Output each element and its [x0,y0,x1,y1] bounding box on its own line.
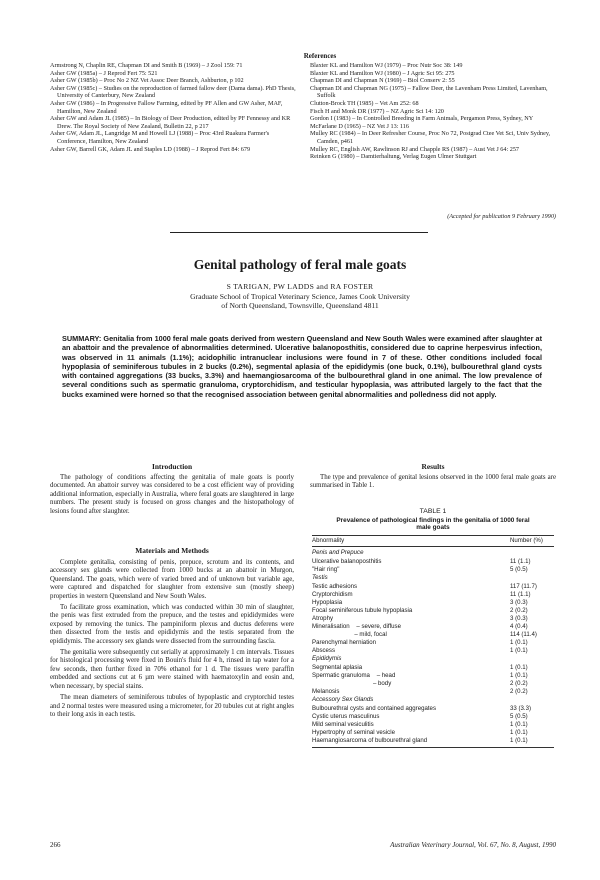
table-cell-number: 1 (0.1) [510,672,528,679]
table-section-row [312,574,554,582]
reference-entry: Asher GW (1985b) – Proc No 2 NZ Vet Assoc Deer Branch, Ashburton, p 102 [50,77,244,85]
table-row [312,583,554,591]
journal-footer: Australian Veterinary Journal, Vol. 67, No. 8, August, 1990 [390,841,556,849]
table-header-rule [312,546,554,547]
table-cell-abnormality: Ulcerative balanoposthitis [312,558,382,565]
table-cell-abnormality: Hypertrophy of seminal vesicle [312,729,395,736]
reference-entry: Reinken G (1980) – Damtierhaltung, Verlag Eugen Ulmer Stuttgart [310,153,477,161]
table-cell-number: 5 (0.5) [510,566,528,573]
references-right-column [310,62,556,161]
table-row [312,615,554,623]
reference-entry: Blaxter KL and Hamilton WJ (1980) – J Agric Sci 95: 275 [310,69,455,77]
table-cell-abnormality: "Hair ring" [312,566,340,573]
table-row [312,688,554,696]
table-cell-abnormality: Parenchymal herniation [312,639,377,646]
reference-entry: Asher GW (1986) – In Progressive Fallow Farming, edited by PF Allen and GW Asher, MAF, Hamilton, New Zealand [50,99,283,115]
reference-entry: Clutton-Brock TH (1985) – Vet Am 252: 68 [310,99,419,107]
affiliation-line-1: Graduate School of Tropical Veterinary Science, James Cook University [190,292,410,301]
table-row [312,623,554,631]
methods-paragraph-2: To facilitate gross examination, which was conducted within 30 min of slaughter, the penis was first extruded from the prepuce, and the testes and epididymides were exposed by removing the tunics. The pampiniform plexus and ductus deferens were then dissected from the testis and epididymis and the testis separated from the epididymis. The accessory sex glands were dissected from the surrounding fascia. [50,604,294,645]
reference-entry: Gordon I (1983) – In Controlled Breeding in Farm Animals, Pergamon Press, Sydney, NY [310,115,534,123]
introduction-paragraph: The pathology of conditions affecting the genitalia of male goats is poorly documented. An abattoir survey was considered to be a cost efficient way of providing additional information, especially in Australia, where feral goats are slaughtered in large numbers. The present study is focused on gross changes and the histopathology of lesions found after slaughter. [50,474,294,515]
methods-paragraph-1: Complete genitalia, consisting of penis, prepuce, scrotum and its contents, and accessory sex glands were collected from 1000 bucks at an abattoir in Murgon, Queensland. The goats, which were of varied breed and of unknown but variable age, were captured and dispatched for slaughter from extensive sun (mostly sheep) properties in western Queensland and New South Wales. [50,559,294,600]
reference-entry: Chapman DI and Chapman NG (1975) – Fallow Deer, the Lavenham Press Limited, Lavenham, Suffolk [310,84,548,100]
table-cell-abnormality: Accessory Sex Glands [312,696,374,703]
table-body [312,535,554,815]
article-title: Genital pathology of feral male goats [193,257,407,272]
table-header-row [312,537,554,545]
results-paragraph: The type and prevalence of genital lesions observed in the 1000 feral male goats are summarised in Table 1. [310,474,556,490]
article-summary: SUMMARY: Genitalia from 1000 feral male goats derived from western Queensland and New South Wales were examined after slaughter at an abattoir and the prevalence of abnormalities determined. Ulcerative balanoposthitis, considered due to caprine herpesvirus infection, was observed in 11 animals (1.1%); acidophilic intranuclear inclusions were found in 7 of these. Other conditions included focal hypoplasia of seminiferous tubules in 2 bucks (0.2%), segmental aplasia of the epididymis (one buck, 0.1%), bulbourethral gland cysts with contained aggregations (33 bucks, 3.3%) and haemangiosarcoma of the bulbourethral gland in one animal. The low prevalence of several conditions such as spermatic granuloma, cryptorchidism, and testicular hypoplasia, was attributed largely to the fact that the bucks examined were horned so that the recognised association between genital abnormalities and polledness did not apply. [62,334,542,399]
table-cell-number: 1 (0.1) [510,664,528,671]
table-cell-number: 1 (0.1) [510,647,528,654]
reference-entry: Chapman DI and Chapman N (1969) – Biol Conserv 2: 55 [310,77,455,85]
table-row [312,729,554,737]
results-heading: Results [421,462,445,471]
table-cell-abnormality: Atrophy [312,615,334,622]
accepted-note: (Accepted for publication 9 February 1990) [447,213,556,220]
table-cell-number: 3 (0.3) [510,599,528,606]
table-row [312,705,554,713]
reference-entry: Asher GW (1985c) – Studies on the reproduction of farmed fallow deer (Dama dama). PhD Thesis, University of Canterbury, New Zealand [50,84,296,100]
table-cell-abnormality: Melanosis [312,688,340,695]
reference-entry: Asher GW (1985a) – J Reprod Fert 75: 521 [50,69,158,77]
table-row [312,672,554,680]
table-label: TABLE 1 [419,508,447,515]
table-row [312,631,554,639]
table-cell-abnormality: Haemangiosarcoma of bulbourethral gland [312,737,428,744]
table-bottom-rule [312,747,554,748]
table-row [312,713,554,721]
divider-rule [170,232,428,233]
table-row [312,721,554,729]
table-cell-number: 4 (0.4) [510,623,528,630]
methods-paragraph-4: The mean diameters of seminiferous tubules of hypoplastic and cryptorchid testes and 2 normal testes were measured using a micrometer, for 20 tubules cut at right angles to their long axis in each testis. [50,694,294,718]
reference-entry: Asher GW, Barrell GK, Adam JL and Staples LD (1988) – J Reprod Fert 84: 679 [50,145,251,153]
reference-entry: McFarlane D (1965) – NZ Vet J 13: 116 [310,122,409,130]
table-row [312,558,554,566]
table-row [312,647,554,655]
table-cell-number: 1 (0.1) [510,721,528,728]
table-row [312,607,554,615]
table-cell-number: 11 (1.1) [510,558,531,565]
table-row [312,737,554,745]
table-cell-abnormality: Mild seminal vesiculitis [312,721,374,728]
table-cell-abnormality: Epididymis [312,655,342,662]
table-cell-number: 5 (0.5) [510,713,528,720]
table-cell-number: 1 (0.1) [510,729,528,736]
table-cell-abnormality: Focal seminiferous tubule hypoplasia [312,607,413,614]
table-cell-number: 114 (11.4) [510,631,537,638]
reference-entry: Asher GW, Adam JL, Langridge M and Howell LJ (1988) – Proc 43rd Ruakura Farmer's Conference, Hamilton, New Zealand [50,130,270,145]
table-col-abnormality: Abnormality [312,537,345,544]
table-cell-abnormality: Testis [312,574,328,581]
table-cell-number: 3 (0.3) [510,615,528,622]
methods-paragraph-3: The genitalia were subsequently cut serially at approximately 1 cm intervals. Tissues for histological processing were fixed in Bouin's fluid for 4 h, rinsed in tap water for a few seconds, then further fixed in 70% ethanol for 1 d. The tissues were paraffin embedded and sections cut at 6 µm were stained with haematoxylin and eosin and, when necessary, by special stains. [50,649,294,690]
table-cell-abnormality: Penis and Prepuce [312,549,364,556]
table-cell-number: 117 (11.7) [510,583,537,590]
references-heading: References [303,52,337,60]
table-row [312,639,554,647]
table-caption-2: male goats [416,524,450,531]
table-row [312,664,554,672]
reference-entry: Fisch H and Monk DR (1977) – NZ Agric Sci 14: 120 [310,107,444,115]
page-number: 266 [50,841,61,849]
reference-entry: Asher GW and Adam JL (1985) – In Biology of Deer Production, edited by PF Fennessy and KR Drew. The Royal Society of New Zealand, Bulletin 22, p 217 [50,115,291,130]
introduction-body [50,474,294,519]
results-body [310,474,556,494]
table-cell-abnormality: Abscess [312,647,336,654]
table-cell-number: 2 (0.2) [510,688,528,695]
reference-entry: Mulley RC (1984) – In Deer Refresher Course, Proc No 72, Postgrad Ctee Vet Sci, Univ Sydney, Camden, p461 [310,130,551,145]
article-authors: S TARIGAN, PW LADDS and RA FOSTER [226,282,374,291]
table-section-row [312,696,554,704]
table-cell-number: 33 (3.3) [510,705,532,712]
table-cell-abnormality: – mild, focal [312,631,387,638]
table-cell-number: 1 (0.1) [510,639,528,646]
table-caption-1: Prevalence of pathological findings in the genitalia of 1000 feral [336,517,530,524]
table-cell-abnormality: Bulbourethral cysts and contained aggregates [312,705,436,712]
table-1 [312,508,554,815]
reference-entry: Armstrong N, Chaplin RE, Chapman DI and Smith B (1969) – J Zool 159: 71 [50,62,243,69]
affiliation-line-2: of North Queensland, Townsville, Queensland 4811 [221,301,379,310]
table-section-row [312,655,554,663]
introduction-heading: Introduction [151,462,193,471]
references-left-column [50,62,298,153]
table-col-number: Number (%) [510,537,543,544]
methods-heading: Materials and Methods [135,546,209,555]
table-cell-abnormality: Hypoplasia [312,599,343,606]
table-cell-abnormality: Testic adhesions [312,583,358,590]
table-cell-abnormality: Cystic uterus masculinus [312,713,380,720]
reference-entry: Mulley RC, English AW, Rawlinson RJ and Chapple RS (1987) – Aust Vet J 64: 257 [310,145,520,153]
table-cell-number: 1 (0.1) [510,737,528,744]
table-row [312,566,554,574]
table-cell-number: 2 (0.2) [510,607,528,614]
table-cell-abnormality: Cryptorchidism [312,591,353,598]
table-cell-number: 11 (1.1) [510,591,531,598]
table-section-row [312,549,554,557]
table-cell-abnormality: Segmental aplasia [312,664,363,671]
reference-entry: Blaxter KL and Hamilton WJ (1979) – Proc Nutr Soc 38: 149 [310,62,463,69]
table-row [312,591,554,599]
methods-body [50,559,294,722]
table-cell-abnormality: Spermatic granuloma – head [312,672,396,679]
table-top-rule [312,535,554,536]
table-row [312,680,554,688]
table-row [312,599,554,607]
table-cell-abnormality: Mineralisation – severe, diffuse [312,623,401,630]
table-cell-abnormality: – body [312,680,392,687]
table-cell-number: 2 (0.2) [510,680,528,687]
